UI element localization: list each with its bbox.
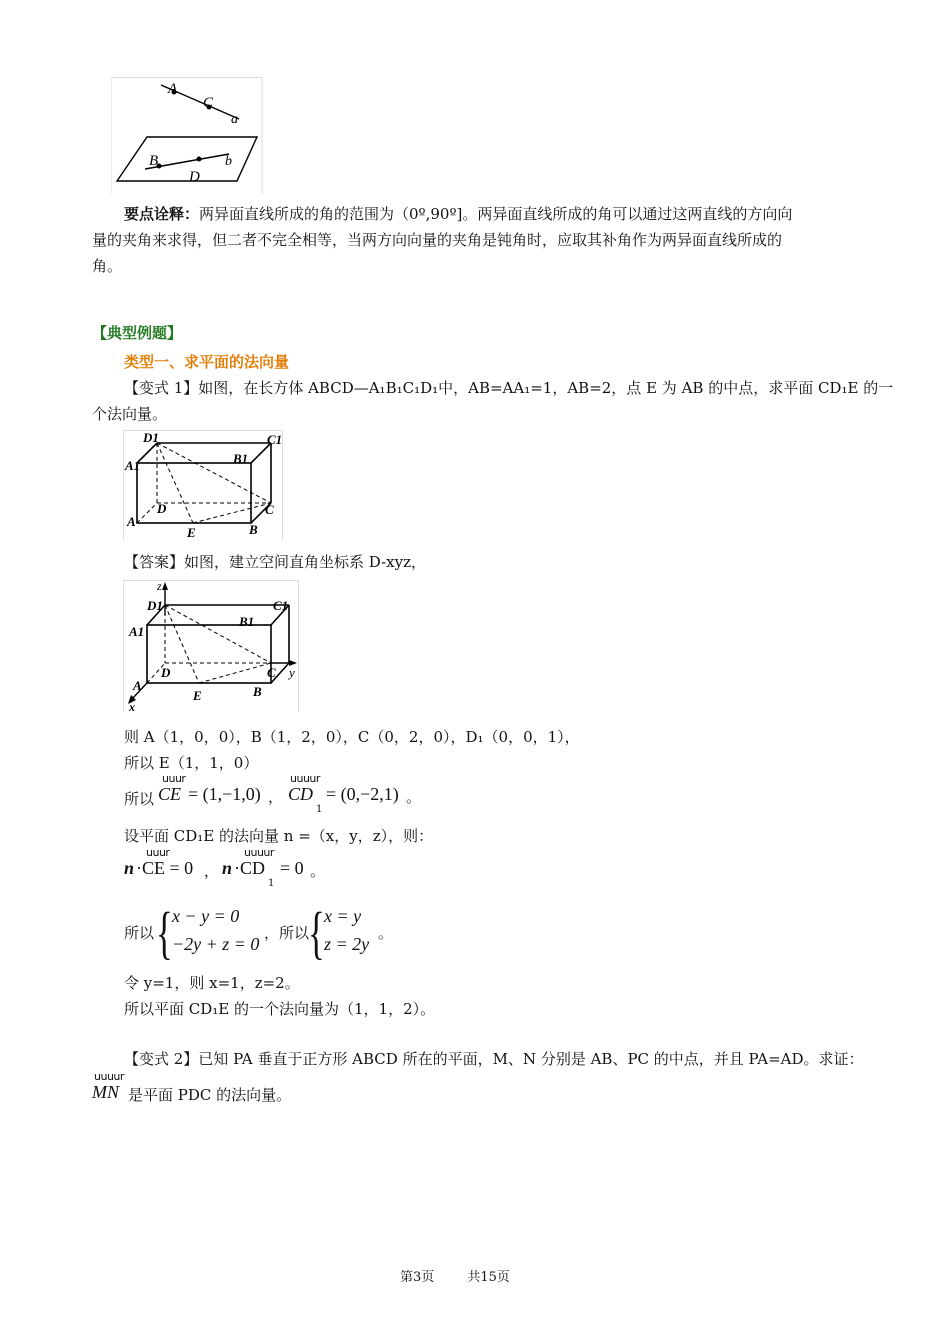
label-E: E xyxy=(193,688,202,703)
cd-arrow: uuuur xyxy=(290,772,320,785)
brace-1: { xyxy=(156,900,173,965)
note-line-2: 量的夹角来求得，但二者不完全相等，当两方向向量的夹角是钝角时，应取其补角作为两异面直线所成的 xyxy=(92,231,783,249)
e-point-line: 所以 E（1，1，0） xyxy=(124,754,259,772)
label-B1: B1 xyxy=(233,451,249,466)
label-D1: D1 xyxy=(143,430,159,445)
label-C: C xyxy=(267,665,276,680)
coords-line: 则 A（1，0，0），B（1，2，0），C（0，2，0），D₁（0，0，1）， xyxy=(124,728,580,746)
label-D: D xyxy=(189,169,200,185)
n-vector: n xyxy=(124,858,135,878)
label-D: D xyxy=(161,665,171,680)
dot-cd-sub: 1 xyxy=(268,878,275,889)
label-C1: C1 xyxy=(273,598,289,613)
vec-comma: ， xyxy=(268,788,284,806)
system-end: 。 xyxy=(378,924,394,942)
dot-end: 。 xyxy=(310,862,326,880)
label-A: A xyxy=(168,81,178,97)
dot-ce-arrow: uuur xyxy=(146,846,170,859)
section-title: 【典型例题】 xyxy=(92,324,183,342)
label-C1: C1 xyxy=(267,432,283,447)
example-1-line-1: 【变式 1】如图，在长方体 ABCD—A₁B₁C₁D₁中，AB=AA₁=1，AB=2，点 E 为 AB 的中点，求平面 CD₁E 的一 xyxy=(124,379,894,397)
label-A: A xyxy=(133,678,142,693)
figure-cuboid xyxy=(123,430,283,540)
example-2-line-1: 【变式 2】已知 PA 垂直于正方形 ABCD 所在的平面，M、N 分别是 AB、PC 的中点，并且 PA=AD。求证： xyxy=(124,1050,864,1068)
brace-2: { xyxy=(308,900,325,965)
ce-value: = (1,−1,0) xyxy=(188,784,261,804)
cd-value: = (0,−2,1) xyxy=(326,784,399,804)
label-a: a xyxy=(231,112,238,127)
vec-prefix: 所以 xyxy=(124,790,155,808)
note-line-1 xyxy=(124,201,884,227)
ce-arrow: uuur xyxy=(162,772,186,785)
dot-line xyxy=(124,846,424,890)
eq1b: −2y + z = 0 xyxy=(172,934,260,954)
note-bold: 要点诠释： xyxy=(124,205,200,223)
label-D: D xyxy=(157,501,167,516)
label-D1: D1 xyxy=(147,598,163,613)
label-B: B xyxy=(249,522,258,537)
n-vector-2: n xyxy=(222,858,233,878)
label-C: C xyxy=(265,502,274,517)
system-line xyxy=(124,900,524,966)
label-A1: A1 xyxy=(125,458,141,473)
vector-line xyxy=(124,772,574,818)
ex2-line2-text: 是平面 PDC 的法向量。 xyxy=(128,1086,292,1104)
example-2-line-2 xyxy=(92,1070,492,1116)
note-text: 两异面直线所成的角的范围为（0º,90º]。两异面直线所成的角可以通过这两直线的方向向 xyxy=(199,205,793,223)
label-B: B xyxy=(253,684,262,699)
label-B1: B1 xyxy=(239,614,255,629)
type-title: 类型一、求平面的法向量 xyxy=(124,353,290,371)
system-mid: ，所以 xyxy=(264,924,310,942)
label-E: E xyxy=(187,525,196,540)
conclusion-line: 所以平面 CD₁E 的一个法向量为（1，1，2）。 xyxy=(124,1000,436,1018)
label-z: z xyxy=(157,580,162,593)
label-x: x xyxy=(129,700,135,712)
label-y: y xyxy=(289,665,295,680)
example-1-line-2: 个法向量。 xyxy=(92,405,168,423)
note-line-3: 角。 xyxy=(92,257,123,275)
dot-sep: ， xyxy=(204,862,220,880)
cd-sub: 1 xyxy=(316,804,323,815)
answer-intro: 【答案】如图，建立空间直角坐标系 D-xyz， xyxy=(124,553,426,571)
label-C: C xyxy=(203,95,214,111)
dot-cd: ·CD xyxy=(234,858,265,878)
vec-end: 。 xyxy=(406,788,422,806)
page-footer: 第3页 共15页 xyxy=(400,1270,510,1285)
dot-cd-arrow: uuuur xyxy=(244,846,274,859)
mn-vector: MN xyxy=(92,1082,119,1102)
figure-skew-lines xyxy=(111,77,263,194)
normal-def-line: 设平面 CD₁E 的法向量 n =（x，y，z），则： xyxy=(124,827,434,845)
eq1a: x − y = 0 xyxy=(172,906,240,926)
dot-ce: ·CE = 0 xyxy=(136,858,194,878)
label-B: B xyxy=(149,153,159,169)
cd-vector: CD xyxy=(288,784,314,804)
system-prefix: 所以 xyxy=(124,924,155,942)
eq2b: z = 2y xyxy=(324,934,370,954)
dot-cd-val: = 0 xyxy=(280,858,304,878)
label-A1: A1 xyxy=(129,624,145,639)
label-A: A xyxy=(127,514,136,529)
ce-vector: CE xyxy=(158,784,182,804)
mn-arrow: uuuur xyxy=(94,1070,124,1083)
label-b: b xyxy=(225,154,232,169)
figure-cuboid-axes xyxy=(123,580,299,712)
let-line: 令 y=1，则 x=1，z=2。 xyxy=(124,974,300,992)
eq2a: x = y xyxy=(324,906,362,926)
